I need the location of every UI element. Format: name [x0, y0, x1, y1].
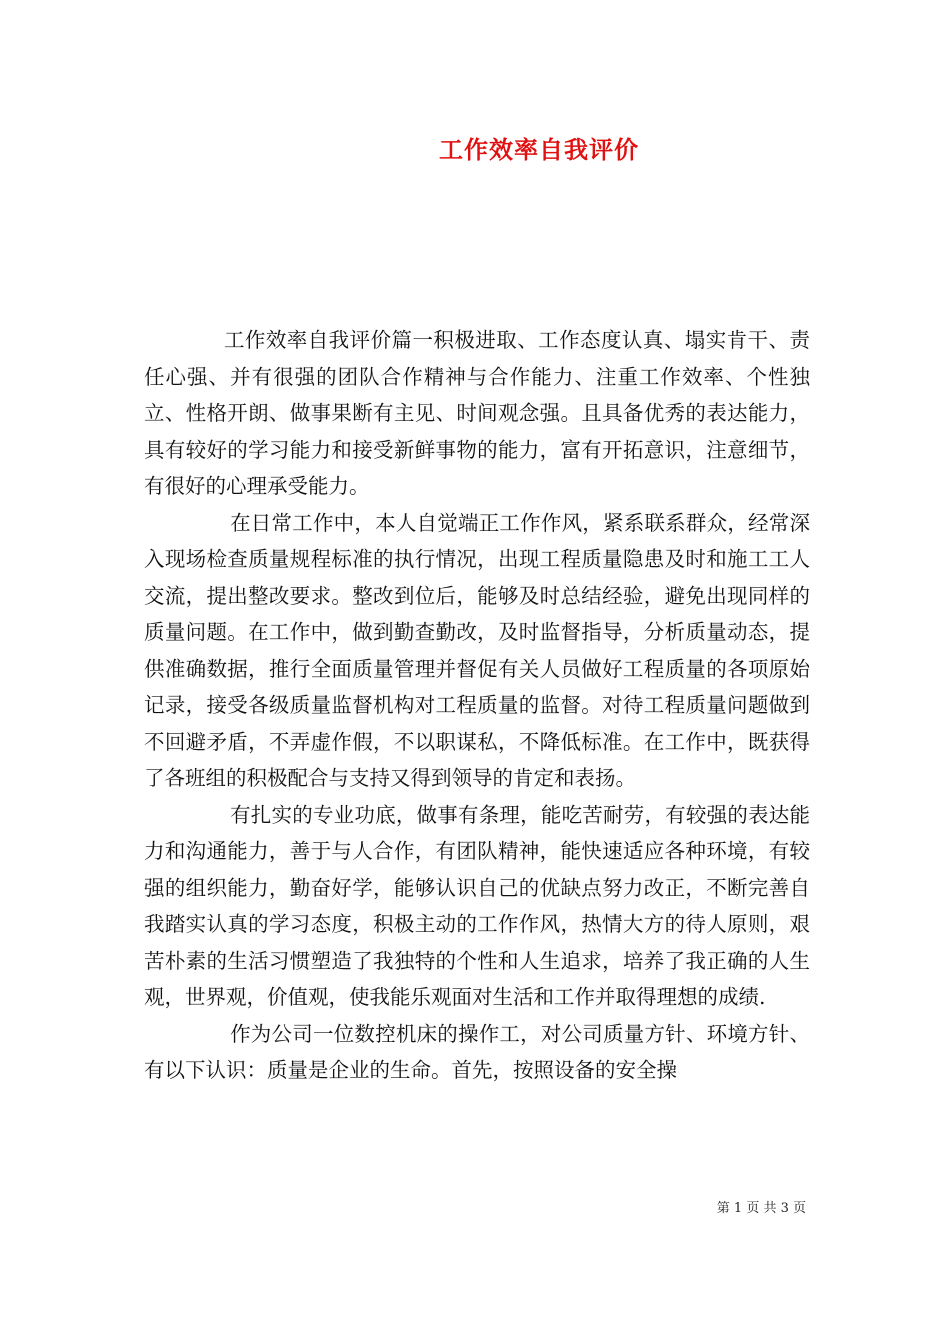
paragraph: 有扎实的专业功底，做事有条理，能吃苦耐劳，有较强的表达能力和沟通能力，善于与人合作，有团队精神，能快速适应各种环境，有较强的组织能力，勤奋好学，能够认识自己的优缺点努力改正，不断完善自我踏实认真的学习态度，积极主动的工作作风，热情大方的待人原则，艰苦朴素的生活习惯塑造了我独特的个性和人生追求，培养了我正确的人生观，世界观，价值观，使我能乐观面对生活和工作并取得理想的成绩.: [144, 802, 810, 1009]
paragraph: 工作效率自我评价篇一积极进取、工作态度认真、塌实肯干、责任心强、并有很强的团队合作精神与合作能力、注重工作效率、个性独立、性格开朗、做事果断有主见、时间观念强。且具备优秀的表达能力，具有较好的学习能力和接受新鲜事物的能力，富有开拓意识，注意细节，有很好的心理承受能力。: [144, 328, 810, 498]
paragraph: 在日常工作中，本人自觉端正工作作风，紧系联系群众，经常深入现场检查质量规程标准的执行情况，出现工程质量隐患及时和施工工人交流，提出整改要求。整改到位后，能够及时总结经验，避免出现同样的质量问题。在工作中，做到勤查勤改，及时监督指导，分析质量动态，提供准确数据，推行全面质量管理并督促有关人员做好工程质量的各项原始记录，接受各级质量监督机构对工程质量的监督。对待工程质量问题做到不回避矛盾，不弄虚作假，不以职谋私，不降低标准。在工作中，既获得了各班组的积极配合与支持又得到领导的肯定和表扬。: [144, 510, 810, 790]
paragraph: 作为公司一位数控机床的操作工，对公司质量方针、环境方针、有以下认识：质量是企业的生命。首先，按照设备的安全操: [144, 1021, 810, 1082]
document-title: 工作效率自我评价: [439, 135, 639, 164]
page-number-footer: 第 1 页 共 3 页: [716, 1201, 806, 1216]
document-body: [144, 322, 810, 1089]
